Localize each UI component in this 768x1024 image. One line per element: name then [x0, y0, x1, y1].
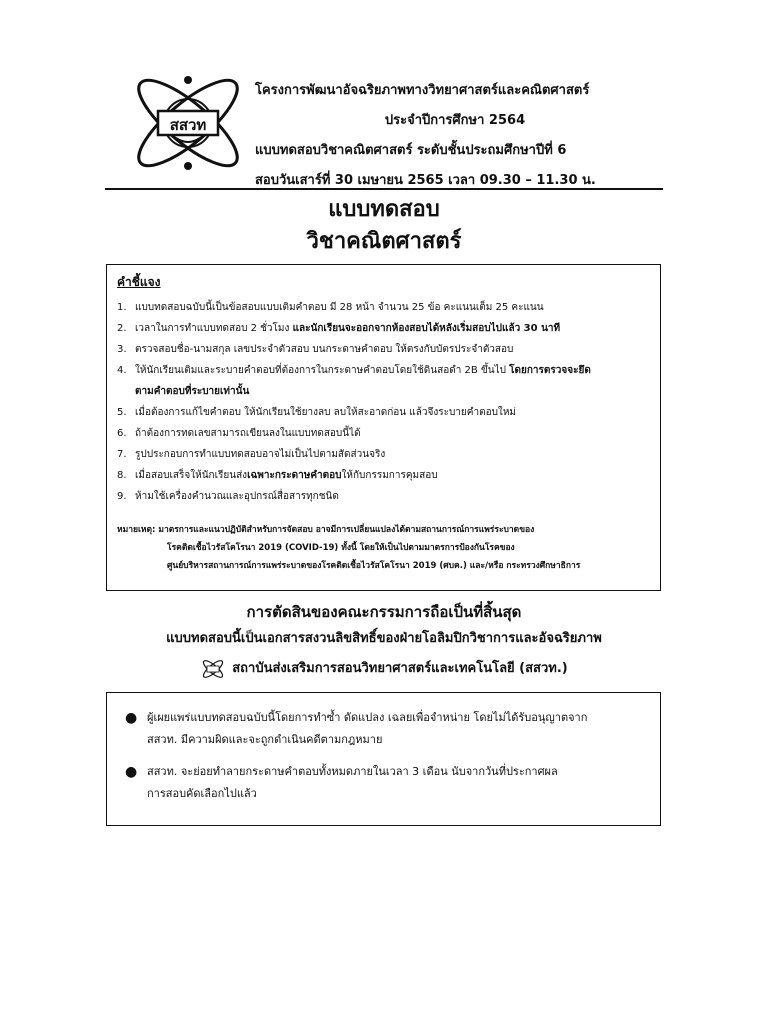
page-title [0, 194, 768, 258]
item-number: 9. [117, 491, 127, 502]
item-tail-text: ให้กับกรรมการคุมสอบ [341, 470, 438, 481]
item-number: 5. [117, 407, 127, 418]
item-text: เมื่อต้องการแก้ไขคำตอบ ให้นักเรียนใช้ยางลบ ลบให้สะอาดก่อน แล้วจึงระบายคำตอบใหม่ [135, 407, 516, 418]
warning-line-2: สสวท. มีความผิดและจะถูกดำเนินคดีตามกฎหมาย [147, 733, 383, 746]
exam-header [255, 76, 655, 196]
project-name: โครงการพัฒนาอัจฉริยภาพทางวิทยาศาสตร์และคณิตศาสตร์ [255, 83, 590, 98]
academic-year: ประจำปีการศึกษา 2564 [384, 113, 526, 128]
warning-line-1: สสวท. จะย่อยทำลายกระดาษคำตอบทั้งหมดภายในเวลา 3 เดือน นับจากวันที่ประกาศผล [147, 765, 558, 778]
decision-block [0, 600, 768, 684]
decision-final: การตัดสินของคณะกรรมการถือเป็นที่สิ้นสุด [246, 603, 522, 621]
item-bold-text: เฉพาะกระดาษคำตอบ [247, 470, 342, 481]
institute-name: สถาบันส่งเสริมการสอนวิทยาศาสตร์และเทคโนโลยี (สสวท.) [232, 661, 568, 676]
instruction-item [117, 360, 652, 402]
item-number: 6. [117, 428, 127, 439]
item-number: 7. [117, 449, 127, 460]
note-line-3: ศูนย์บริหารสถานการณ์การแพร่ระบาดของโรคติดเชื้อไวรัสโคโรนา 2019 (ศบค.) และ/หรือ กระทรวงศึกษาธิการ [167, 561, 581, 571]
item-bold-wrap: ตามคำตอบที่ระบายเท่านั้น [135, 386, 250, 397]
item-number: 2. [117, 323, 127, 334]
item-text: รูปประกอบการทำแบบทดสอบอาจไม่เป็นไปตามสัดส่วนจริง [135, 449, 386, 460]
instruction-item [117, 486, 652, 507]
institute-line [0, 654, 768, 684]
instructions-box [106, 264, 661, 591]
item-number: 3. [117, 344, 127, 355]
warnings-list [125, 707, 650, 815]
item-number: 1. [117, 302, 127, 313]
instruction-item [117, 402, 652, 423]
warning-line-2: การสอบคัดเลือกไปแล้ว [147, 787, 257, 800]
bullet-icon: ● [125, 764, 138, 780]
item-bold-text: โดยการตรวจจะยึด [509, 365, 591, 376]
item-text: แบบทดสอบฉบับนี้เป็นข้อสอบแบบเติมคำตอบ มี 28 หน้า จำนวน 25 ข้อ คะแนนเต็ม 25 คะแนน [135, 302, 544, 313]
item-number: 4. [117, 365, 127, 376]
item-number: 8. [117, 470, 127, 481]
item-text: ให้นักเรียนเติมและระบายคำตอบที่ต้องการในกระดาษคำตอบโดยใช้ดินสอดำ 2B ขึ้นไป [135, 365, 510, 376]
warning-item [125, 761, 650, 805]
title-line-2: วิชาคณิตศาสตร์ [306, 229, 462, 254]
instruction-item [117, 444, 652, 465]
instruction-item [117, 318, 652, 339]
copyright-notice: แบบทดสอบนี้เป็นเอกสารสงวนลิขสิทธิ์ของฝ่ายโอลิมปิกวิชาการและอัจฉริยภาพ [166, 631, 602, 646]
instruction-item [117, 423, 652, 444]
item-text: เมื่อสอบเสร็จให้นักเรียนส่ง [135, 470, 248, 481]
ipst-small-logo-icon [200, 658, 226, 680]
exam-datetime: สอบวันเสาร์ที่ 30 เมษายน 2565 เวลา 09.30 – 11.30 น. [255, 173, 596, 188]
instruction-item [117, 465, 652, 486]
title-line-1: แบบทดสอบ [328, 197, 440, 222]
instructions-list [117, 297, 652, 507]
note-line-2: โรคติดเชื้อไวรัสโคโรนา 2019 (COVID-19) ทั้งนี้ โดยให้เป็นไปตามมาตรการป้องกันโรคของ [167, 543, 515, 553]
instruction-item [117, 297, 652, 318]
warning-line-1: ผู้เผยแพร่แบบทดสอบฉบับนี้โดยการทำซ้ำ ดัดแปลง เฉลยเพื่อจำหน่าย โดยไม่ได้รับอนุญาตจาก [147, 711, 588, 724]
bullet-icon: ● [125, 710, 138, 726]
item-text: เวลาในการทำแบบทดสอบ 2 ชั่วโมง [135, 323, 293, 334]
logo-text: สสวท [169, 116, 207, 134]
warning-item [125, 707, 650, 751]
instruction-item [117, 339, 652, 360]
instructions-heading: คำชี้แจง [117, 275, 161, 289]
covid-note [117, 521, 657, 575]
item-text: ถ้าต้องการทดเลขสามารถเขียนลงในแบบทดสอบนี้ได้ [135, 428, 361, 439]
item-bold-text: และนักเรียนจะออกจากห้องสอบได้หลังเริ่มสอบไปแล้ว 30 นาที [292, 323, 561, 334]
note-line-1: หมายเหตุ: มาตรการและแนวปฏิบัติสำหรับการจัดสอบ อาจมีการเปลี่ยนแปลงได้ตามสถานการณ์การแพร่ระบาดของ [117, 525, 535, 535]
item-text: ตรวจสอบชื่อ-นามสกุล เลขประจำตัวสอบ บนกระดาษคำตอบ ให้ตรงกับบัตรประจำตัวสอบ [135, 344, 514, 355]
exam-subject-level: แบบทดสอบวิชาคณิตศาสตร์ ระดับชั้นประถมศึกษาปีที่ 6 [255, 143, 567, 158]
warnings-box [106, 692, 661, 826]
ipst-logo-icon [120, 68, 256, 178]
header-divider [105, 188, 663, 190]
item-text: ห้ามใช้เครื่องคำนวณและอุปกรณ์สื่อสารทุกชนิด [135, 491, 339, 502]
